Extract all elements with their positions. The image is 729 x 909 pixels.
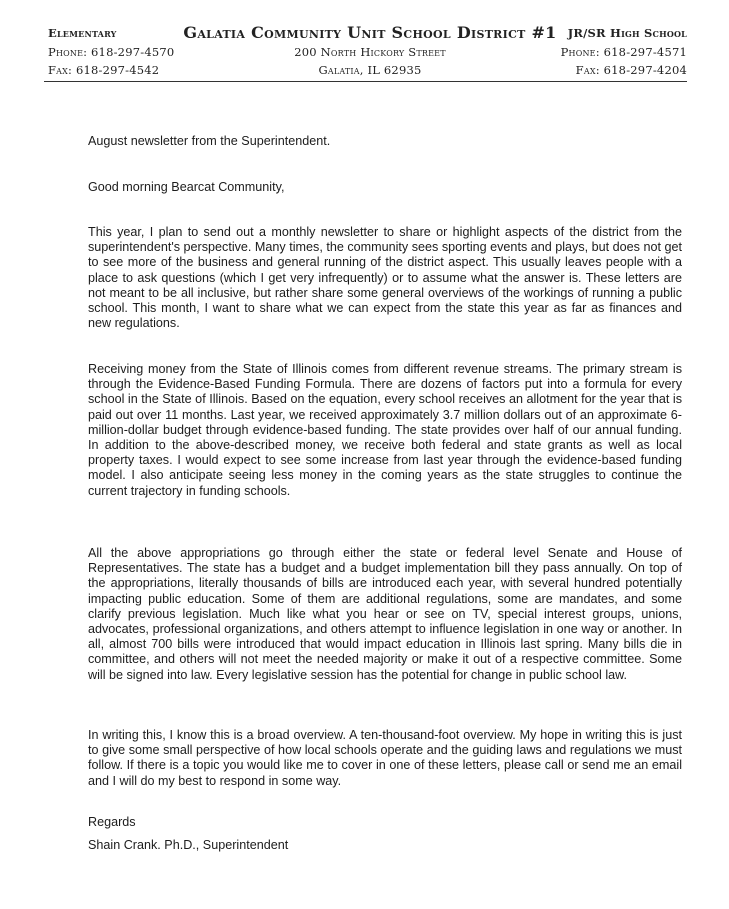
elementary-contact-block — [48, 24, 174, 80]
elementary-school-title: Elementary — [48, 26, 117, 40]
high-school-title: JR/SR High School — [567, 26, 687, 40]
paragraph-funding: Receiving money from the State of Illinois comes from different revenue streams. The primary stream is through the Evidence-Based Funding Formula. There are dozens of factors put into a formula for every school in the State of Illinois. Based on the equation, every school receives an allotment for the year that is paid out over 11 months. Last year, we received approximately 3.7 million dollars out of an approximate 6-million-dollar budget through evidence-based funding. The state provides over half of our annual funding. In addition to the above-described money, we receive both federal and state grants as well as local property taxes. I would expect to see some increase from last year through the evidence-based funding model. I also anticipate seeing less money in the coming years as the state struggles to continue the current trajectory in funding schools. — [88, 362, 682, 498]
high-school-phone: Phone: 618-297-4571 — [560, 44, 687, 59]
letter-signature: Shain Crank. Ph.D., Superintendent — [88, 838, 289, 852]
district-name: Galatia Community Unit School District #1 — [183, 23, 557, 42]
paragraph-legislation: All the above appropriations go through either the state or federal level Senate and House of Representatives. The state has a budget and a budget implementation bill they pass annually. On top of the appropriations, literally thousands of bills are introduced each year, with several hundred potentially impacting public education. Some of them are additional regulations, some are mandates, and some clarify previous legislation. Much like what you hear or see on TV, special interest groups, unions, advocates, professional organizations, and others attempt to influence legislation in one way or another. In all, almost 700 bills were introduced that would impact education in Illinois last spring. Many bills die in committee, and others will not meet the needed majority or make it out of a respective committee. Some will be signed into law. Every legislative session has the potential for change in public school law. — [88, 546, 682, 682]
paragraph-closing-thoughts: In writing this, I know this is a broad overview. A ten-thousand-foot overview. My hope in writing this is just to give some small perspective of how local schools operate and the guiding laws and regulations we must follow. If there is a topic you would like me to cover in one of these letters, please call or send me an email and I will do my best to respond in some way. — [88, 728, 682, 788]
letterhead — [0, 0, 729, 84]
letter-closing: Regards — [88, 815, 136, 829]
elementary-phone: Phone: 618-297-4570 — [48, 44, 175, 59]
district-street: 200 North Hickory Street — [294, 44, 446, 59]
district-address-block — [160, 24, 580, 80]
letterhead-divider — [44, 81, 687, 82]
district-city: Galatia, IL 62935 — [318, 63, 422, 77]
letter-intro: August newsletter from the Superintendent. — [88, 134, 331, 148]
high-school-contact-block — [561, 24, 687, 80]
paragraph-overview: This year, I plan to send out a monthly newsletter to share or highlight aspects of the district from the superintendent's perspective. Many times, the community sees sporting events and plays, but does not get to see more of the business and general running of the district aspect. This usually leaves people with a place to ask questions (which I get very infrequently) or to assume what the answer is. These letters are not meant to be all inclusive, but rather share some general overviews of the workings of running a public school. This month, I want to share what we can expect from the state this year as far as finances and new regulations. — [88, 225, 682, 331]
high-school-fax: Fax: 618-297-4204 — [575, 63, 687, 77]
letter-greeting: Good morning Bearcat Community, — [88, 180, 285, 194]
elementary-fax: Fax: 618-297-4542 — [48, 63, 160, 77]
